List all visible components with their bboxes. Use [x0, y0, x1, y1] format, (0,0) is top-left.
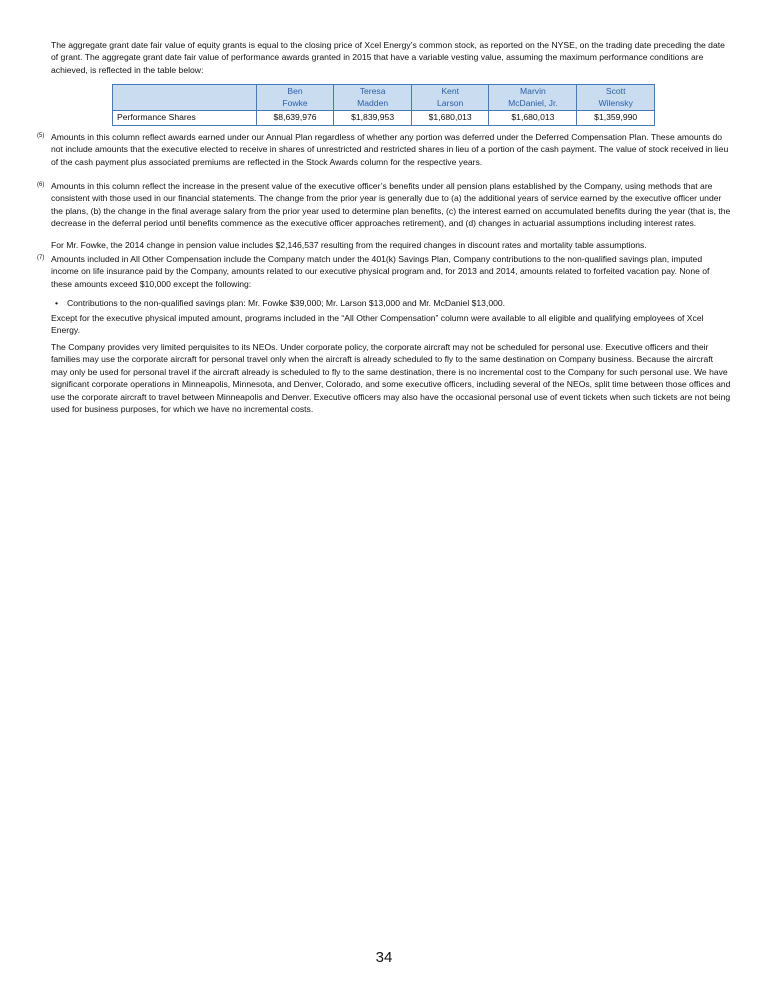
header-first-name: Teresa — [359, 86, 386, 96]
table-header-larson — [411, 85, 489, 111]
table-cell: $1,839,953 — [334, 111, 412, 126]
table-header-wilensky — [577, 85, 655, 111]
footnote-marker: (5) — [37, 133, 45, 139]
table-cell: $1,359,990 — [577, 111, 655, 126]
bullet-icon: • — [55, 298, 59, 308]
footnote-text: Amounts in this column reflect the increase in the present value of the executive officer’s benefits under all pension plans established by the Company, using methods that are consistent with those used in our financial statements. The change from the prior year is generally due to (a) the additional years of service earned by the executive officer under the plans, (b) the change in the final average salary from the prior year used to determine plan benefits, (c) the interest earned on accumulated benefits during the year (that is, the decrease in the deferral period until benefits commence as the executive officer approaches retirement), and (d) changes in actuarial assumptions including interest rates. — [51, 181, 731, 229]
table-header-blank — [113, 85, 257, 111]
table-header-mcdaniel — [489, 85, 577, 111]
footnote-marker: (6) — [37, 182, 45, 188]
row-label: Performance Shares — [113, 111, 257, 126]
perquisites-paragraph: The Company provides very limited perquisites to its NEOs. Under corporate policy, the corporate aircraft may not be scheduled for personal use. Executive officers and their families may use the corporate aircraft for personal travel only when the aircraft is already scheduled to fly to the same destination on Company business. Because the aircraft may only be used for personal travel if the aircraft already is scheduled to fly to the same destination, there is no incremental cost to the Company for such personal use. We have significant corporate operations in Minneapolis, Minnesota, and Denver, Colorado, and some executive officers, including several of the NEOs, split time between those offices and use the corporate aircraft to travel between Minneapolis and Denver. Executive officers may also have the occasional personal use of event tickets when such tickets are not being used for business purposes, for which we have no incremental costs. — [51, 342, 731, 415]
bullet-text: Contributions to the non-qualified savings plan: Mr. Fowke $39,000; Mr. Larson $13,000 and Mr. McDaniel $13,000. — [67, 298, 506, 308]
footnote-5 — [37, 131, 731, 168]
footnote-text: Amounts included in All Other Compensation include the Company match under the 401(k) Savings Plan, Company contributions to the non-qualified savings plan, imputed income on life insurance paid by the Company, amounts related to our executive physical program and, for 2013 and 2014, amounts related to forfeited vacation pay. None of these amounts exceed $10,000 except the following: — [51, 254, 710, 289]
header-last-name: Madden — [357, 97, 389, 108]
table-header-row — [113, 85, 655, 111]
page-number: 34 — [375, 949, 393, 966]
header-first-name: Scott — [605, 86, 626, 96]
footnote-marker: (7) — [37, 255, 45, 261]
fowke-pension-note: For Mr. Fowke, the 2014 change in pension value includes $2,146,537 resulting from the required changes in discount rates and mortality table assumptions. — [51, 240, 647, 250]
header-last-name: McDaniel, Jr. — [508, 97, 558, 108]
header-last-name: Wilensky — [598, 97, 633, 108]
header-first-name: Ben — [287, 86, 303, 96]
header-first-name: Marvin — [520, 86, 546, 96]
table-cell: $8,639,976 — [256, 111, 334, 126]
table-row — [113, 111, 655, 126]
table-header-fowke — [256, 85, 334, 111]
all-other-compensation-paragraph: Except for the executive physical imputed amount, programs included in the “All Other Compensation” column were available to all eligible and qualifying employees of Xcel Energy. — [51, 313, 704, 336]
footnote-7 — [37, 253, 731, 290]
footnote-text: Amounts in this column reflect awards earned under our Annual Plan regardless of whether any portion was deferred under the Deferred Compensation Plan. These amounts do not include amounts that the executive elected to receive in shares of unrestricted and restricted shares in lieu of a portion of the cash payment. The value of stock received in lieu of the cash payment plus associated premiums are reflected in the Stock Awards column for the respective years. — [51, 132, 729, 167]
table-cell: $1,680,013 — [411, 111, 489, 126]
footnote-6 — [37, 180, 731, 230]
table-header-madden — [334, 85, 412, 111]
intro-paragraph: The aggregate grant date fair value of equity grants is equal to the closing price of Xcel Energy’s common stock, as reported on the NYSE, on the trading date preceding the date of grant. The aggregate grant date fair value of performance awards granted in 2015 that have a variable vesting value, assuming the maximum performance conditions are achieved, is reflected in the table below: — [51, 40, 725, 75]
header-last-name: Fowke — [282, 97, 308, 108]
performance-shares-table — [112, 84, 655, 126]
header-first-name: Kent — [441, 86, 460, 96]
table-cell: $1,680,013 — [489, 111, 577, 126]
header-last-name: Larson — [437, 97, 464, 108]
